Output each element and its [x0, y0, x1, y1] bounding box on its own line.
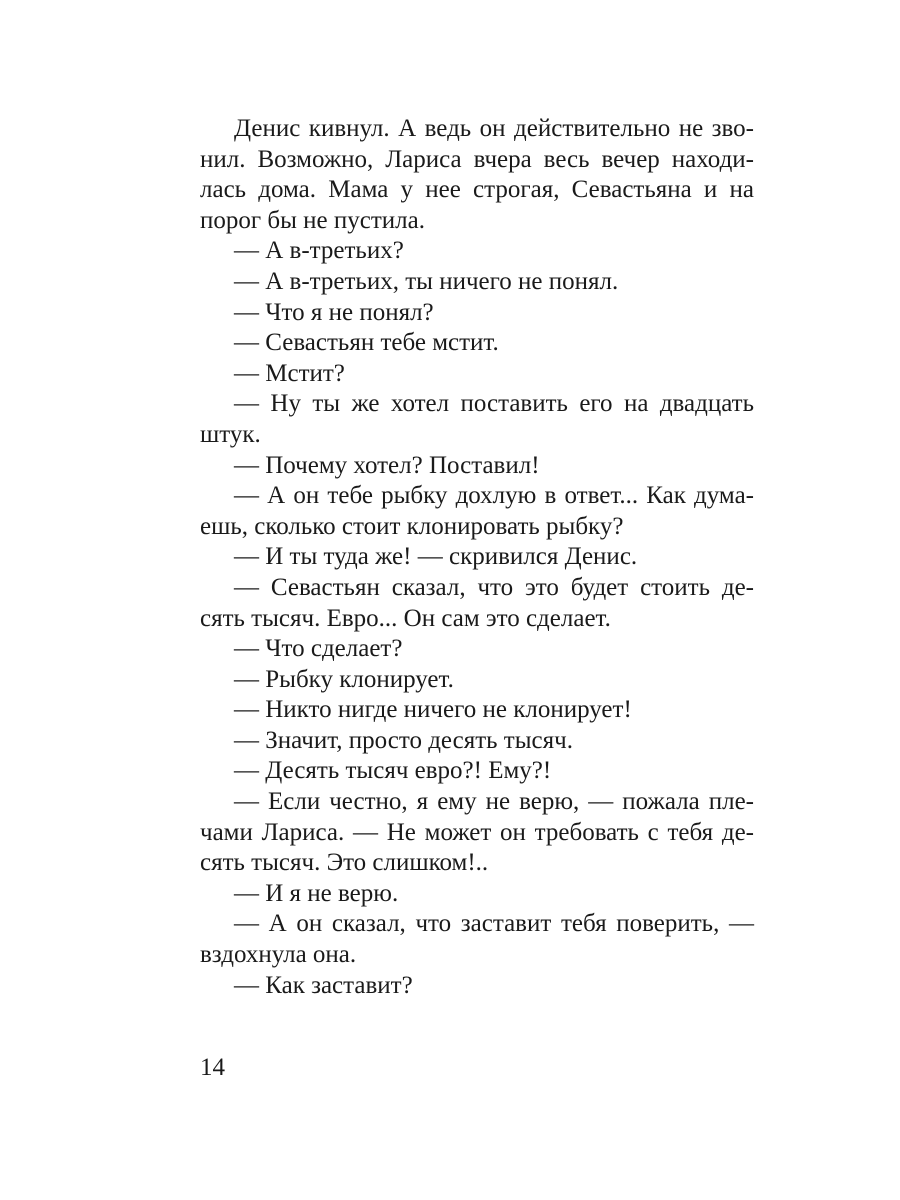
text-line: штук. — [200, 420, 261, 448]
text-line: сять тысяч. Евро... Он сам это сделает. — [200, 604, 611, 632]
text-line: вздохнула она. — [200, 941, 357, 969]
text-line: ешь, сколько стоит клонировать рыбку? — [200, 512, 624, 540]
text-line: — Что я не понял? — [234, 298, 434, 326]
text-line: — Десять тысяч евро?! Ему?! — [234, 757, 552, 785]
text-line: чами Лариса. — Не может он требовать с тебя де- — [200, 818, 754, 846]
text-line: — Если честно, я ему не верю, — пожала пле- — [234, 788, 754, 816]
text-line: нил. Возможно, Лариса вчера весь вечер находи- — [200, 145, 754, 173]
text-line: — Ну ты же хотел поставить его на двадцать — [234, 390, 754, 418]
text-line: — Никто нигде ничего не клонирует! — [234, 696, 632, 724]
text-line: — Почему хотел? Поставил! — [234, 451, 540, 479]
text-line: — Севастьян сказал, что это будет стоить де- — [234, 573, 754, 601]
text-line: — Что сделает? — [234, 635, 403, 663]
text-line: — А он тебе рыбку дохлую в ответ... Как дума- — [234, 482, 754, 510]
text-line: — Мстит? — [234, 359, 345, 387]
text-line: — Как заставит? — [234, 971, 413, 999]
text-line: — И я не верю. — [234, 879, 399, 907]
text-line: — Значит, просто десять тысяч. — [234, 726, 573, 754]
text-line: — А он сказал, что заставит тебя поверить, — — [234, 910, 754, 938]
text-line: — А в-третьих, ты ничего не понял. — [234, 267, 619, 295]
text-line: — Севастьян тебе мстит. — [234, 329, 499, 357]
text-line: — А в-третьих? — [234, 237, 404, 265]
text-line: Денис кивнул. А ведь он действительно не зво- — [234, 115, 754, 142]
page-number: 14 — [200, 1054, 225, 1081]
body-text — [200, 114, 754, 1001]
text-line: — Рыбку клонирует. — [234, 665, 454, 693]
text-line: сять тысяч. Это слишком!.. — [200, 849, 489, 877]
text-line: лась дома. Мама у нее строгая, Севастьяна и на — [200, 176, 754, 204]
text-line: порог бы не пустила. — [200, 206, 425, 234]
text-line: — И ты туда же! — скривился Денис. — [234, 543, 638, 571]
